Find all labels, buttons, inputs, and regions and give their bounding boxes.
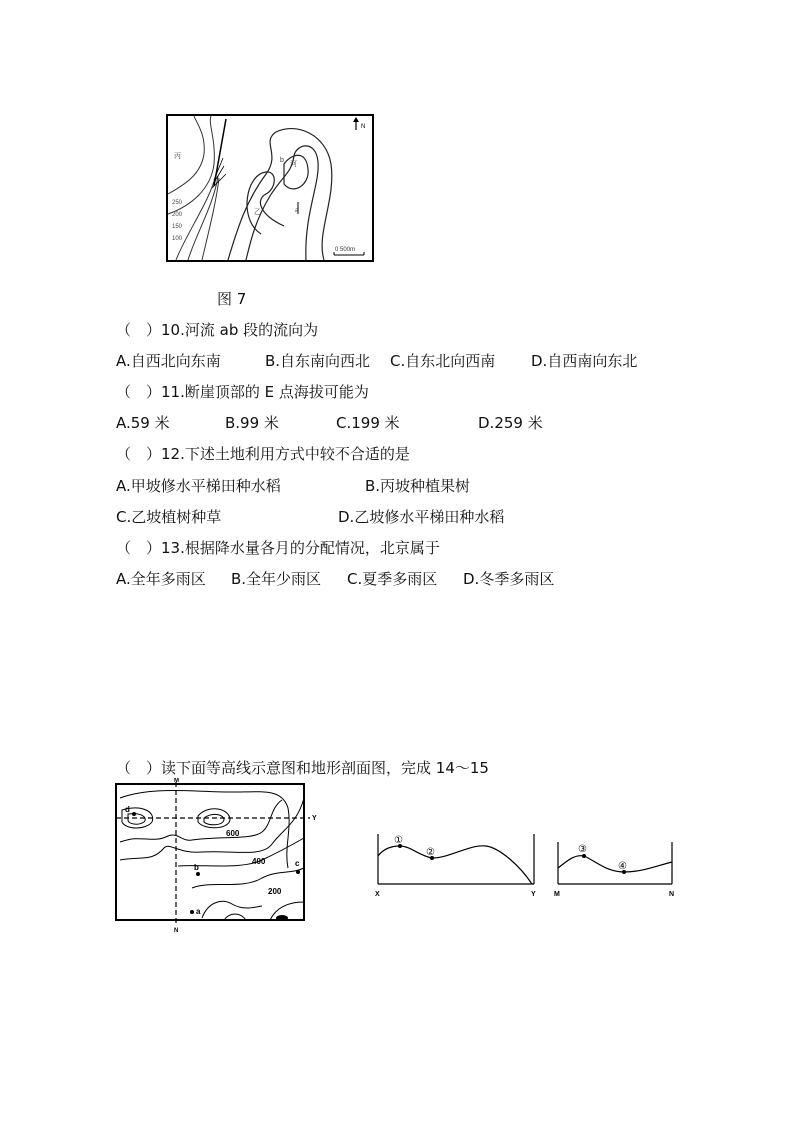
answer-blank[interactable]: （ ） bbox=[116, 383, 162, 401]
label-n: N bbox=[669, 891, 675, 898]
option-12d[interactable]: D.乙坡修水平梯田种水稻 bbox=[338, 508, 505, 526]
map-frame bbox=[167, 115, 373, 261]
point-d bbox=[132, 812, 136, 816]
point-a bbox=[190, 910, 194, 914]
answer-blank[interactable]: （ ） bbox=[116, 759, 162, 777]
profile-xy-svg bbox=[370, 826, 542, 902]
contour-label: 250 bbox=[172, 200, 183, 206]
answer-blank[interactable]: （ ） bbox=[116, 321, 162, 339]
option-10a[interactable]: A.自西北向东南 bbox=[116, 352, 221, 370]
point-b bbox=[196, 872, 200, 876]
label-point-2: ② bbox=[426, 847, 435, 858]
profile-mn bbox=[552, 836, 680, 902]
option-11b[interactable]: B.99 米 bbox=[225, 414, 279, 432]
contour-label-200: 200 bbox=[268, 887, 282, 896]
label-b: b bbox=[194, 863, 199, 872]
label-x: X bbox=[375, 891, 380, 898]
label-y: Y bbox=[531, 891, 536, 898]
contour-label: 200 bbox=[172, 212, 183, 218]
profile-xy bbox=[370, 826, 542, 902]
north-label: N bbox=[361, 124, 366, 130]
contour-map-svg bbox=[112, 778, 328, 934]
profile-curve bbox=[558, 856, 672, 872]
profile-mn-svg bbox=[552, 836, 680, 902]
figure-7-map bbox=[166, 114, 374, 262]
scale-label: 0 500m bbox=[335, 247, 356, 253]
question-text: 12.下述土地利用方式中较不合适的是 bbox=[161, 445, 410, 463]
contour-label-600: 600 bbox=[226, 829, 240, 838]
contour-label-400: 400 bbox=[252, 857, 266, 866]
answer-blank[interactable]: （ ） bbox=[116, 445, 162, 463]
option-10d[interactable]: D.自西南向东北 bbox=[531, 352, 638, 370]
answer-blank[interactable]: （ ） bbox=[116, 539, 162, 557]
question-10 bbox=[116, 320, 318, 340]
slope-label-yi: 乙 bbox=[254, 209, 261, 216]
figure-7-svg bbox=[166, 114, 374, 262]
option-10b[interactable]: B.自东南向西北 bbox=[265, 352, 371, 370]
option-13d[interactable]: D.冬季多雨区 bbox=[463, 570, 555, 588]
slope-label-bing: 丙 bbox=[174, 153, 181, 160]
question-13 bbox=[116, 538, 440, 558]
option-12c[interactable]: C.乙坡植树种草 bbox=[116, 508, 222, 526]
option-10c[interactable]: C.自东北向西南 bbox=[390, 352, 496, 370]
label-y: Y bbox=[312, 815, 317, 822]
option-11d[interactable]: D.259 米 bbox=[478, 414, 543, 432]
label-point-3: ③ bbox=[578, 844, 587, 855]
question-text: 13.根据降水量各月的分配情况，北京属于 bbox=[161, 539, 440, 557]
point-c bbox=[296, 870, 300, 874]
label-m: M bbox=[174, 778, 179, 784]
profile-curve bbox=[378, 846, 532, 884]
label-point-1: ① bbox=[394, 835, 403, 846]
question-11 bbox=[116, 382, 369, 402]
figure-7-caption: 图 7 bbox=[217, 290, 247, 308]
option-11a[interactable]: A.59 米 bbox=[116, 414, 170, 432]
question-text: 读下面等高线示意图和地形剖面图，完成 14～15 bbox=[161, 759, 489, 777]
label-n: N bbox=[174, 928, 179, 934]
option-11c[interactable]: C.199 米 bbox=[336, 414, 400, 432]
river-label-b: b bbox=[280, 157, 284, 164]
contour-map bbox=[112, 778, 328, 934]
label-point-4: ④ bbox=[618, 861, 627, 872]
question-14-15 bbox=[116, 758, 489, 778]
river-label-a: a bbox=[295, 208, 299, 214]
question-text: 10.河流 ab 段的流向为 bbox=[161, 321, 319, 339]
option-13c[interactable]: C.夏季多雨区 bbox=[347, 570, 438, 588]
label-d: d bbox=[125, 805, 130, 814]
question-12 bbox=[116, 444, 410, 464]
option-13b[interactable]: B.全年少雨区 bbox=[231, 570, 322, 588]
label-c: c bbox=[295, 859, 300, 868]
question-text: 11.断崖顶部的 E 点海拔可能为 bbox=[161, 383, 369, 401]
option-13a[interactable]: A.全年多雨区 bbox=[116, 570, 206, 588]
label-m: M bbox=[554, 891, 560, 898]
label-a: a bbox=[196, 907, 201, 916]
option-12a[interactable]: A.甲坡修水平梯田种水稻 bbox=[116, 477, 281, 495]
lake-marker bbox=[276, 915, 288, 921]
contour-label: 150 bbox=[172, 224, 183, 230]
river-label-he: 河 bbox=[290, 161, 297, 168]
option-12b[interactable]: B.丙坡种植果树 bbox=[365, 477, 471, 495]
contour-label: 100 bbox=[172, 236, 183, 242]
